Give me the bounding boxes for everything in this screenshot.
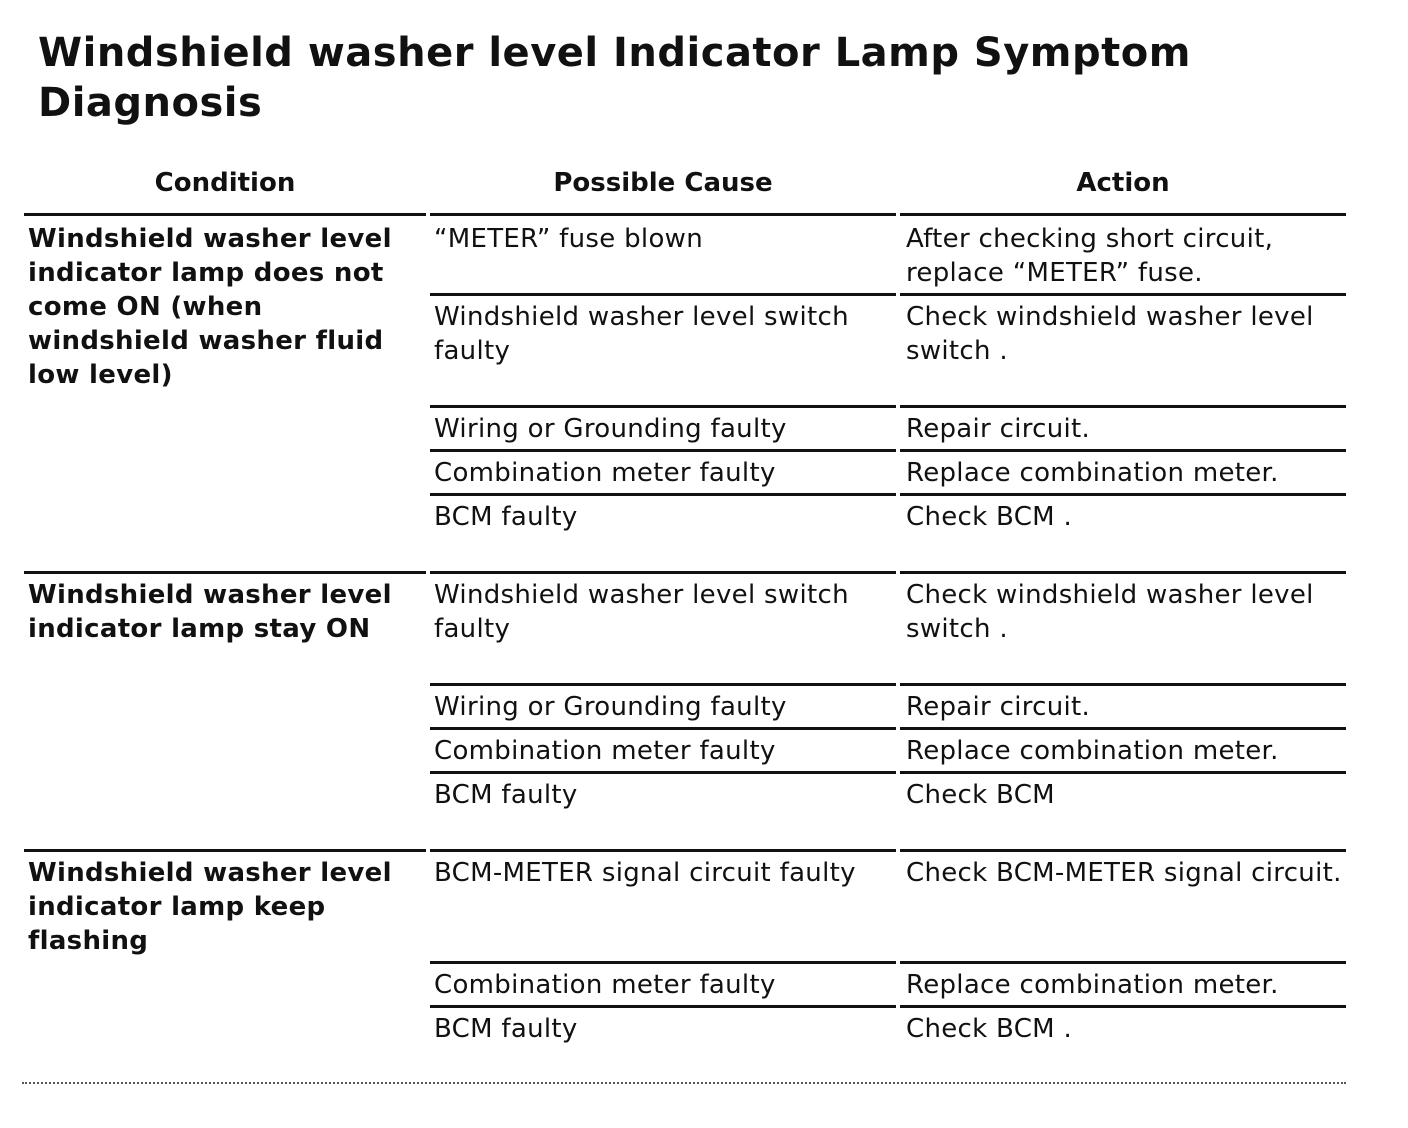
page-title: Windshield washer level Indicator Lamp Symptom Diagnosis <box>38 30 1191 126</box>
row-rule <box>430 771 896 774</box>
cause-cell: Windshield washer level switch faulty <box>434 580 849 644</box>
cause-cell: Windshield washer level switch faulty <box>434 302 849 366</box>
row-rule <box>900 449 1346 452</box>
action-cell: Check windshield washer level switch . <box>906 580 1314 644</box>
row-rule <box>900 405 1346 408</box>
row-rule <box>430 727 896 730</box>
action-cell: Check BCM <box>906 780 1055 810</box>
group-rule <box>430 571 896 574</box>
row-rule <box>430 683 896 686</box>
row-rule <box>900 683 1346 686</box>
action-cell: After checking short circuit, replace “METER” fuse. <box>906 224 1274 288</box>
action-cell: Check BCM-METER signal circuit. <box>906 858 1342 888</box>
condition-cell: Windshield washer level indicator lamp stay ON <box>28 580 392 644</box>
cause-cell: BCM-METER signal circuit faulty <box>434 858 856 888</box>
cause-cell: Wiring or Grounding faulty <box>434 414 787 444</box>
group-rule <box>900 571 1346 574</box>
action-cell: Check BCM . <box>906 502 1073 532</box>
cause-cell: Combination meter faulty <box>434 736 776 766</box>
row-rule <box>430 1005 896 1008</box>
group-rule <box>430 849 896 852</box>
action-cell: Replace combination meter. <box>906 458 1279 488</box>
cause-cell: Wiring or Grounding faulty <box>434 692 787 722</box>
cause-cell: Combination meter faulty <box>434 458 776 488</box>
row-rule <box>900 771 1346 774</box>
row-rule <box>900 961 1346 964</box>
row-rule <box>900 493 1346 496</box>
action-cell: Repair circuit. <box>906 414 1091 444</box>
row-rule <box>430 449 896 452</box>
row-rule <box>900 293 1346 296</box>
cause-cell: BCM faulty <box>434 780 578 810</box>
row-rule <box>430 293 896 296</box>
row-rule <box>430 405 896 408</box>
action-cell: Repair circuit. <box>906 692 1091 722</box>
condition-cell: Windshield washer level indicator lamp does not come ON (when windshield washer fluid low level) <box>28 224 392 390</box>
condition-header-rule <box>24 213 426 216</box>
cause-header-rule <box>430 213 896 216</box>
row-rule <box>430 493 896 496</box>
group-rule <box>24 571 426 574</box>
group-rule <box>900 849 1346 852</box>
column-header-condition: Condition <box>154 168 296 198</box>
action-cell: Replace combination meter. <box>906 970 1279 1000</box>
action-cell: Check BCM . <box>906 1014 1073 1044</box>
cause-cell: BCM faulty <box>434 502 578 532</box>
cause-cell: “METER” fuse blown <box>434 224 703 254</box>
table-bottom-rule <box>22 1082 1346 1084</box>
action-cell: Check windshield washer level switch . <box>906 302 1314 366</box>
condition-cell: Windshield washer level indicator lamp keep flashing <box>28 858 392 956</box>
column-header-possible-cause: Possible Cause <box>553 168 773 198</box>
cause-cell: Combination meter faulty <box>434 970 776 1000</box>
cause-cell: BCM faulty <box>434 1014 578 1044</box>
column-header-action: Action <box>1076 168 1170 198</box>
group-rule <box>24 849 426 852</box>
action-header-rule <box>900 213 1346 216</box>
row-rule <box>900 1005 1346 1008</box>
row-rule <box>430 961 896 964</box>
row-rule <box>900 727 1346 730</box>
action-cell: Replace combination meter. <box>906 736 1279 766</box>
